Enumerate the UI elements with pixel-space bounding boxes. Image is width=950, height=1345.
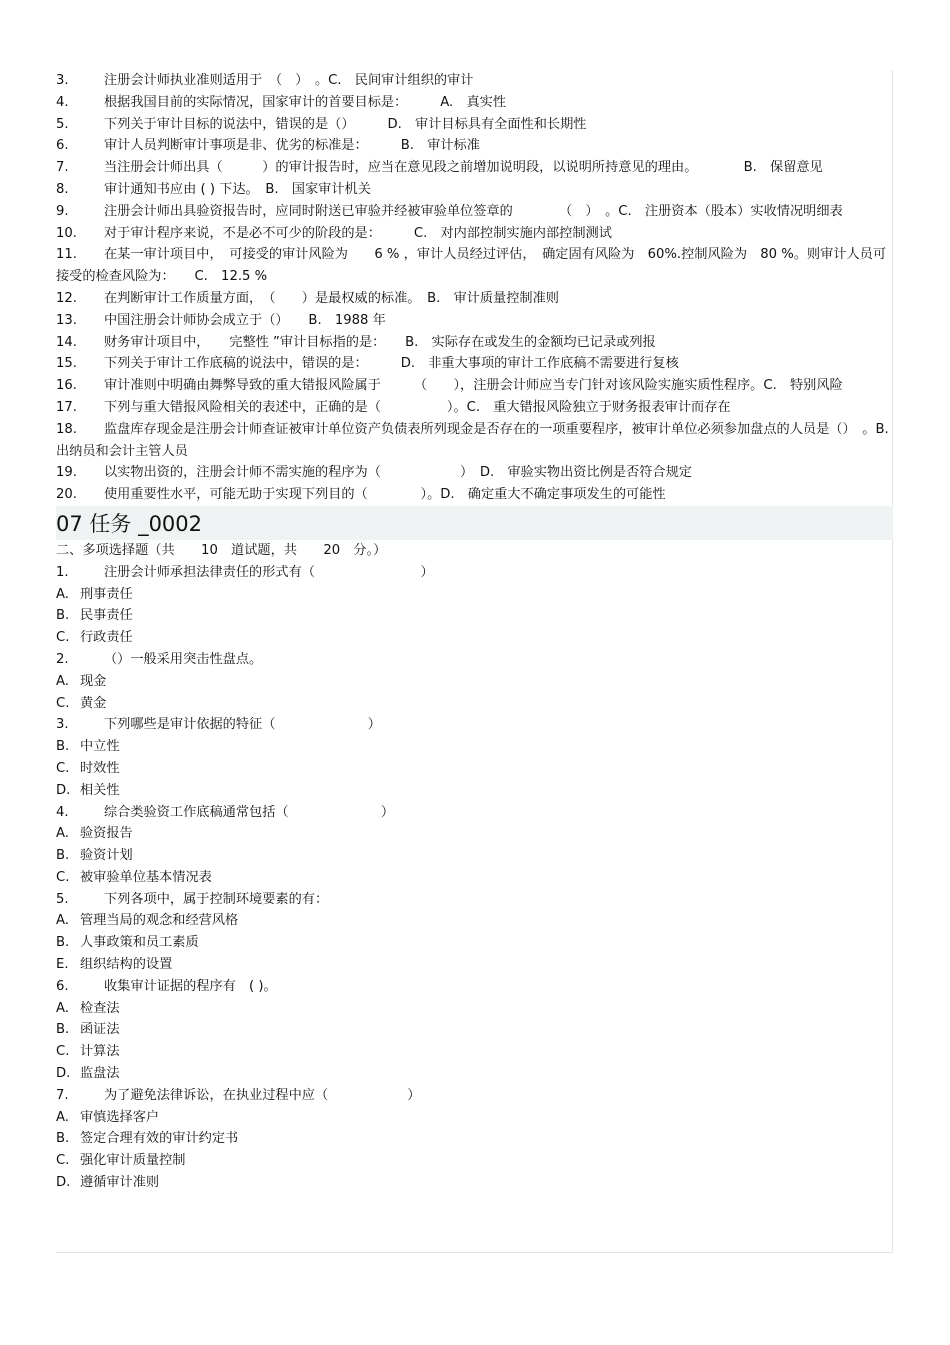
option-letter: B. xyxy=(56,608,70,624)
question-text: 注册会计师出具验资报告时，应同时附送已审验并经被审验单位签章的 （ ） 。C. 注册资本（股本）实收情况明细表 xyxy=(104,203,843,219)
answer-option xyxy=(56,1107,892,1129)
option-text: 黄金 xyxy=(80,695,107,711)
question-number: 14. xyxy=(56,334,77,350)
question-number: 3. xyxy=(56,73,69,88)
question-item xyxy=(56,353,892,375)
answer-option xyxy=(56,867,892,889)
option-letter: A. xyxy=(56,1000,69,1016)
question-text: 审计人员判断审计事项是非、优劣的标准是： B. 审计标准 xyxy=(104,138,480,154)
answer-option xyxy=(56,910,892,932)
question-item xyxy=(56,179,892,201)
question-item xyxy=(56,397,892,419)
question-text: 根据我国目前的实际情况，国家审计的首要目标是： A. 真实性 xyxy=(104,94,507,110)
question-text: （）一般采用突击性盘点。 xyxy=(104,651,263,667)
question-item xyxy=(56,714,892,736)
option-letter: A. xyxy=(56,826,69,842)
answer-option xyxy=(56,845,892,867)
answer-option xyxy=(56,671,892,693)
option-letter: A. xyxy=(56,673,69,689)
option-letter: A. xyxy=(56,913,69,929)
question-number: 13. xyxy=(56,312,77,328)
answer-option xyxy=(56,758,892,780)
question-item xyxy=(56,375,892,397)
question-text: 为了避免法律诉讼，在执业过程中应（ ） xyxy=(104,1087,421,1103)
answer-option xyxy=(56,954,892,976)
question-item xyxy=(56,802,892,824)
question-item xyxy=(56,244,892,288)
option-text: 现金 xyxy=(80,673,107,689)
option-text: 签定合理有效的审计约定书 xyxy=(80,1131,239,1147)
question-number: 2. xyxy=(56,651,69,667)
option-letter: C. xyxy=(56,869,70,885)
question-item xyxy=(56,201,892,223)
question-text: 注册会计师承担法律责任的形式有（ ） xyxy=(104,564,434,580)
option-text: 中立性 xyxy=(80,739,120,755)
question-text: 下列关于审计工作底稿的说法中，错误的是： D. 非重大事项的审计工作底稿不需要进行复核 xyxy=(104,356,679,372)
question-number: 11. xyxy=(56,247,77,263)
question-text: 在某一审计项目中， 可接受的审计风险为 6 % ，审计人员经过评估， 确定固有风险为 60%.控制风险为 80 %。则审计人员可接受的检查风险为： C. 12.5 % xyxy=(56,247,887,285)
question-item xyxy=(56,157,892,179)
option-text: 行政责任 xyxy=(80,630,133,646)
question-number: 18. xyxy=(56,421,77,437)
answer-option xyxy=(56,932,892,954)
question-text: 监盘库存现金是注册会计师查证被审计单位资产负债表所列现金是否存在的一项重要程序，被审计单位必须参加盘点的人员是（） 。B. 出纳员和会计主管人员 xyxy=(56,421,902,459)
question-text: 以实物出资的，注册会计师不需实施的程序为（ ） D. 审验实物出资比例是否符合规定 xyxy=(104,465,692,481)
question-number: 4. xyxy=(56,94,69,110)
option-text: 遵循审计准则 xyxy=(80,1175,160,1191)
question-number: 7. xyxy=(56,1087,69,1103)
question-text: 中国注册会计师协会成立于（） B. 1988 年 xyxy=(104,312,386,328)
question-number: 7. xyxy=(56,160,69,176)
option-letter: C. xyxy=(56,695,70,711)
multi-choice-list xyxy=(56,562,892,1194)
question-text: 下列各项中，属于控制环境要素的有： xyxy=(104,891,329,907)
option-letter: B. xyxy=(56,739,70,755)
question-text: 下列关于审计目标的说法中，错误的是（） D. 审计目标具有全面性和长期性 xyxy=(104,116,587,132)
option-letter: C. xyxy=(56,760,70,776)
option-text: 人事政策和员工素质 xyxy=(80,935,199,951)
option-letter: A. xyxy=(56,1109,69,1125)
answer-option xyxy=(56,823,892,845)
option-text: 相关性 xyxy=(80,782,120,798)
option-text: 组织结构的设置 xyxy=(80,957,173,973)
question-number: 9. xyxy=(56,203,69,219)
document-page xyxy=(56,70,902,1253)
option-letter: D. xyxy=(56,1175,71,1191)
option-text: 审慎选择客户 xyxy=(80,1109,160,1125)
option-text: 民事责任 xyxy=(80,608,133,624)
section-subtitle: 二、多项选择题（共 10 道试题，共 20 分。） xyxy=(56,542,387,558)
option-text: 管理当局的观念和经营风格 xyxy=(80,913,239,929)
question-text: 使用重要性水平，可能无助于实现下列目的（ ）。D. 确定重大不确定事项发生的可能性 xyxy=(104,487,666,503)
option-letter: A. xyxy=(56,586,69,602)
question-item xyxy=(56,332,892,354)
question-text: 收集审计证据的程序有 ( )。 xyxy=(104,978,277,994)
question-number: 10. xyxy=(56,225,77,241)
option-letter: D. xyxy=(56,1066,71,1082)
question-item xyxy=(56,114,892,136)
answer-option xyxy=(56,998,892,1020)
question-number: 5. xyxy=(56,116,69,132)
question-number: 17. xyxy=(56,399,77,415)
option-text: 时效性 xyxy=(80,760,120,776)
question-number: 12. xyxy=(56,290,77,306)
answer-option xyxy=(56,627,892,649)
single-choice-list xyxy=(56,70,902,506)
question-text: 审计准则中明确由舞弊导致的重大错报风险属于 （ ），注册会计师应当专门针对该风险实施实质性程序。C. 特别风险 xyxy=(104,378,843,394)
question-number: 5. xyxy=(56,891,69,907)
answer-option xyxy=(56,693,892,715)
option-text: 强化审计质量控制 xyxy=(80,1153,186,1169)
answer-option xyxy=(56,780,892,802)
question-number: 15. xyxy=(56,356,77,372)
answer-option xyxy=(56,605,892,627)
section-heading: 07 任务 _0002 xyxy=(56,506,893,540)
option-text: 验资报告 xyxy=(80,826,133,842)
answer-option xyxy=(56,1019,892,1041)
option-letter: B. xyxy=(56,848,70,864)
option-text: 监盘法 xyxy=(80,1066,120,1082)
question-item xyxy=(56,288,892,310)
question-item xyxy=(56,223,892,245)
question-number: 8. xyxy=(56,181,69,197)
question-item xyxy=(56,310,892,332)
option-text: 刑事责任 xyxy=(80,586,133,602)
question-item xyxy=(56,889,892,911)
option-letter: D. xyxy=(56,782,71,798)
option-text: 函证法 xyxy=(80,1022,120,1038)
question-text: 当注册会计师出具（ ）的审计报告时，应当在意见段之前增加说明段，以说明所持意见的理由。 B. 保留意见 xyxy=(104,160,823,176)
answer-option xyxy=(56,1150,892,1172)
answer-option xyxy=(56,584,892,606)
question-item xyxy=(56,135,892,157)
question-text: 审计通知书应由 ( ) 下达。 B. 国家审计机关 xyxy=(104,181,371,197)
answer-option xyxy=(56,1172,892,1194)
question-number: 16. xyxy=(56,378,77,394)
question-number: 6. xyxy=(56,138,69,154)
question-item xyxy=(56,70,892,92)
question-item xyxy=(56,484,892,506)
answer-option xyxy=(56,1041,892,1063)
question-text: 下列哪些是审计依据的特征（ ） xyxy=(104,717,381,733)
question-number: 3. xyxy=(56,717,69,733)
option-text: 检查法 xyxy=(80,1000,120,1016)
question-number: 4. xyxy=(56,804,69,820)
question-text: 综合类验资工作底稿通常包括（ ） xyxy=(104,804,395,820)
option-letter: E. xyxy=(56,957,69,973)
answer-option xyxy=(56,1128,892,1150)
question-text: 下列与重大错报风险相关的表述中，正确的是（ ）。C. 重大错报风险独立于财务报表审计而存在 xyxy=(104,399,731,415)
question-number: 1. xyxy=(56,564,69,580)
question-text: 对于审计程序来说，不是必不可少的阶段的是： C. 对内部控制实施内部控制测试 xyxy=(104,225,612,241)
option-letter: C. xyxy=(56,630,70,646)
option-letter: B. xyxy=(56,935,70,951)
question-number: 19. xyxy=(56,465,77,481)
question-number: 20. xyxy=(56,487,77,503)
question-item xyxy=(56,562,892,584)
question-item xyxy=(56,1085,892,1107)
question-item xyxy=(56,419,902,463)
question-text: 在判断审计工作质量方面， （ ）是最权威的标准。 B. 审计质量控制准则 xyxy=(104,290,559,306)
option-letter: C. xyxy=(56,1153,70,1169)
question-text: 财务审计项目中， 完整性 ”审计目标指的是： B. 实际存在或发生的金额均已记录或列报 xyxy=(104,334,656,350)
question-item xyxy=(56,649,892,671)
answer-option xyxy=(56,1063,892,1085)
option-text: 验资计划 xyxy=(80,848,133,864)
option-letter: B. xyxy=(56,1022,70,1038)
question-item xyxy=(56,976,892,998)
option-letter: C. xyxy=(56,1044,70,1060)
option-text: 被审验单位基本情况表 xyxy=(80,869,212,885)
question-number: 6. xyxy=(56,978,69,994)
option-letter: B. xyxy=(56,1131,70,1147)
question-item xyxy=(56,462,892,484)
question-item xyxy=(56,92,892,114)
option-text: 计算法 xyxy=(80,1044,120,1060)
answer-option xyxy=(56,736,892,758)
question-text: 注册会计师执业准则适用于 （ ） 。C. 民间审计组织的审计 xyxy=(104,73,474,88)
